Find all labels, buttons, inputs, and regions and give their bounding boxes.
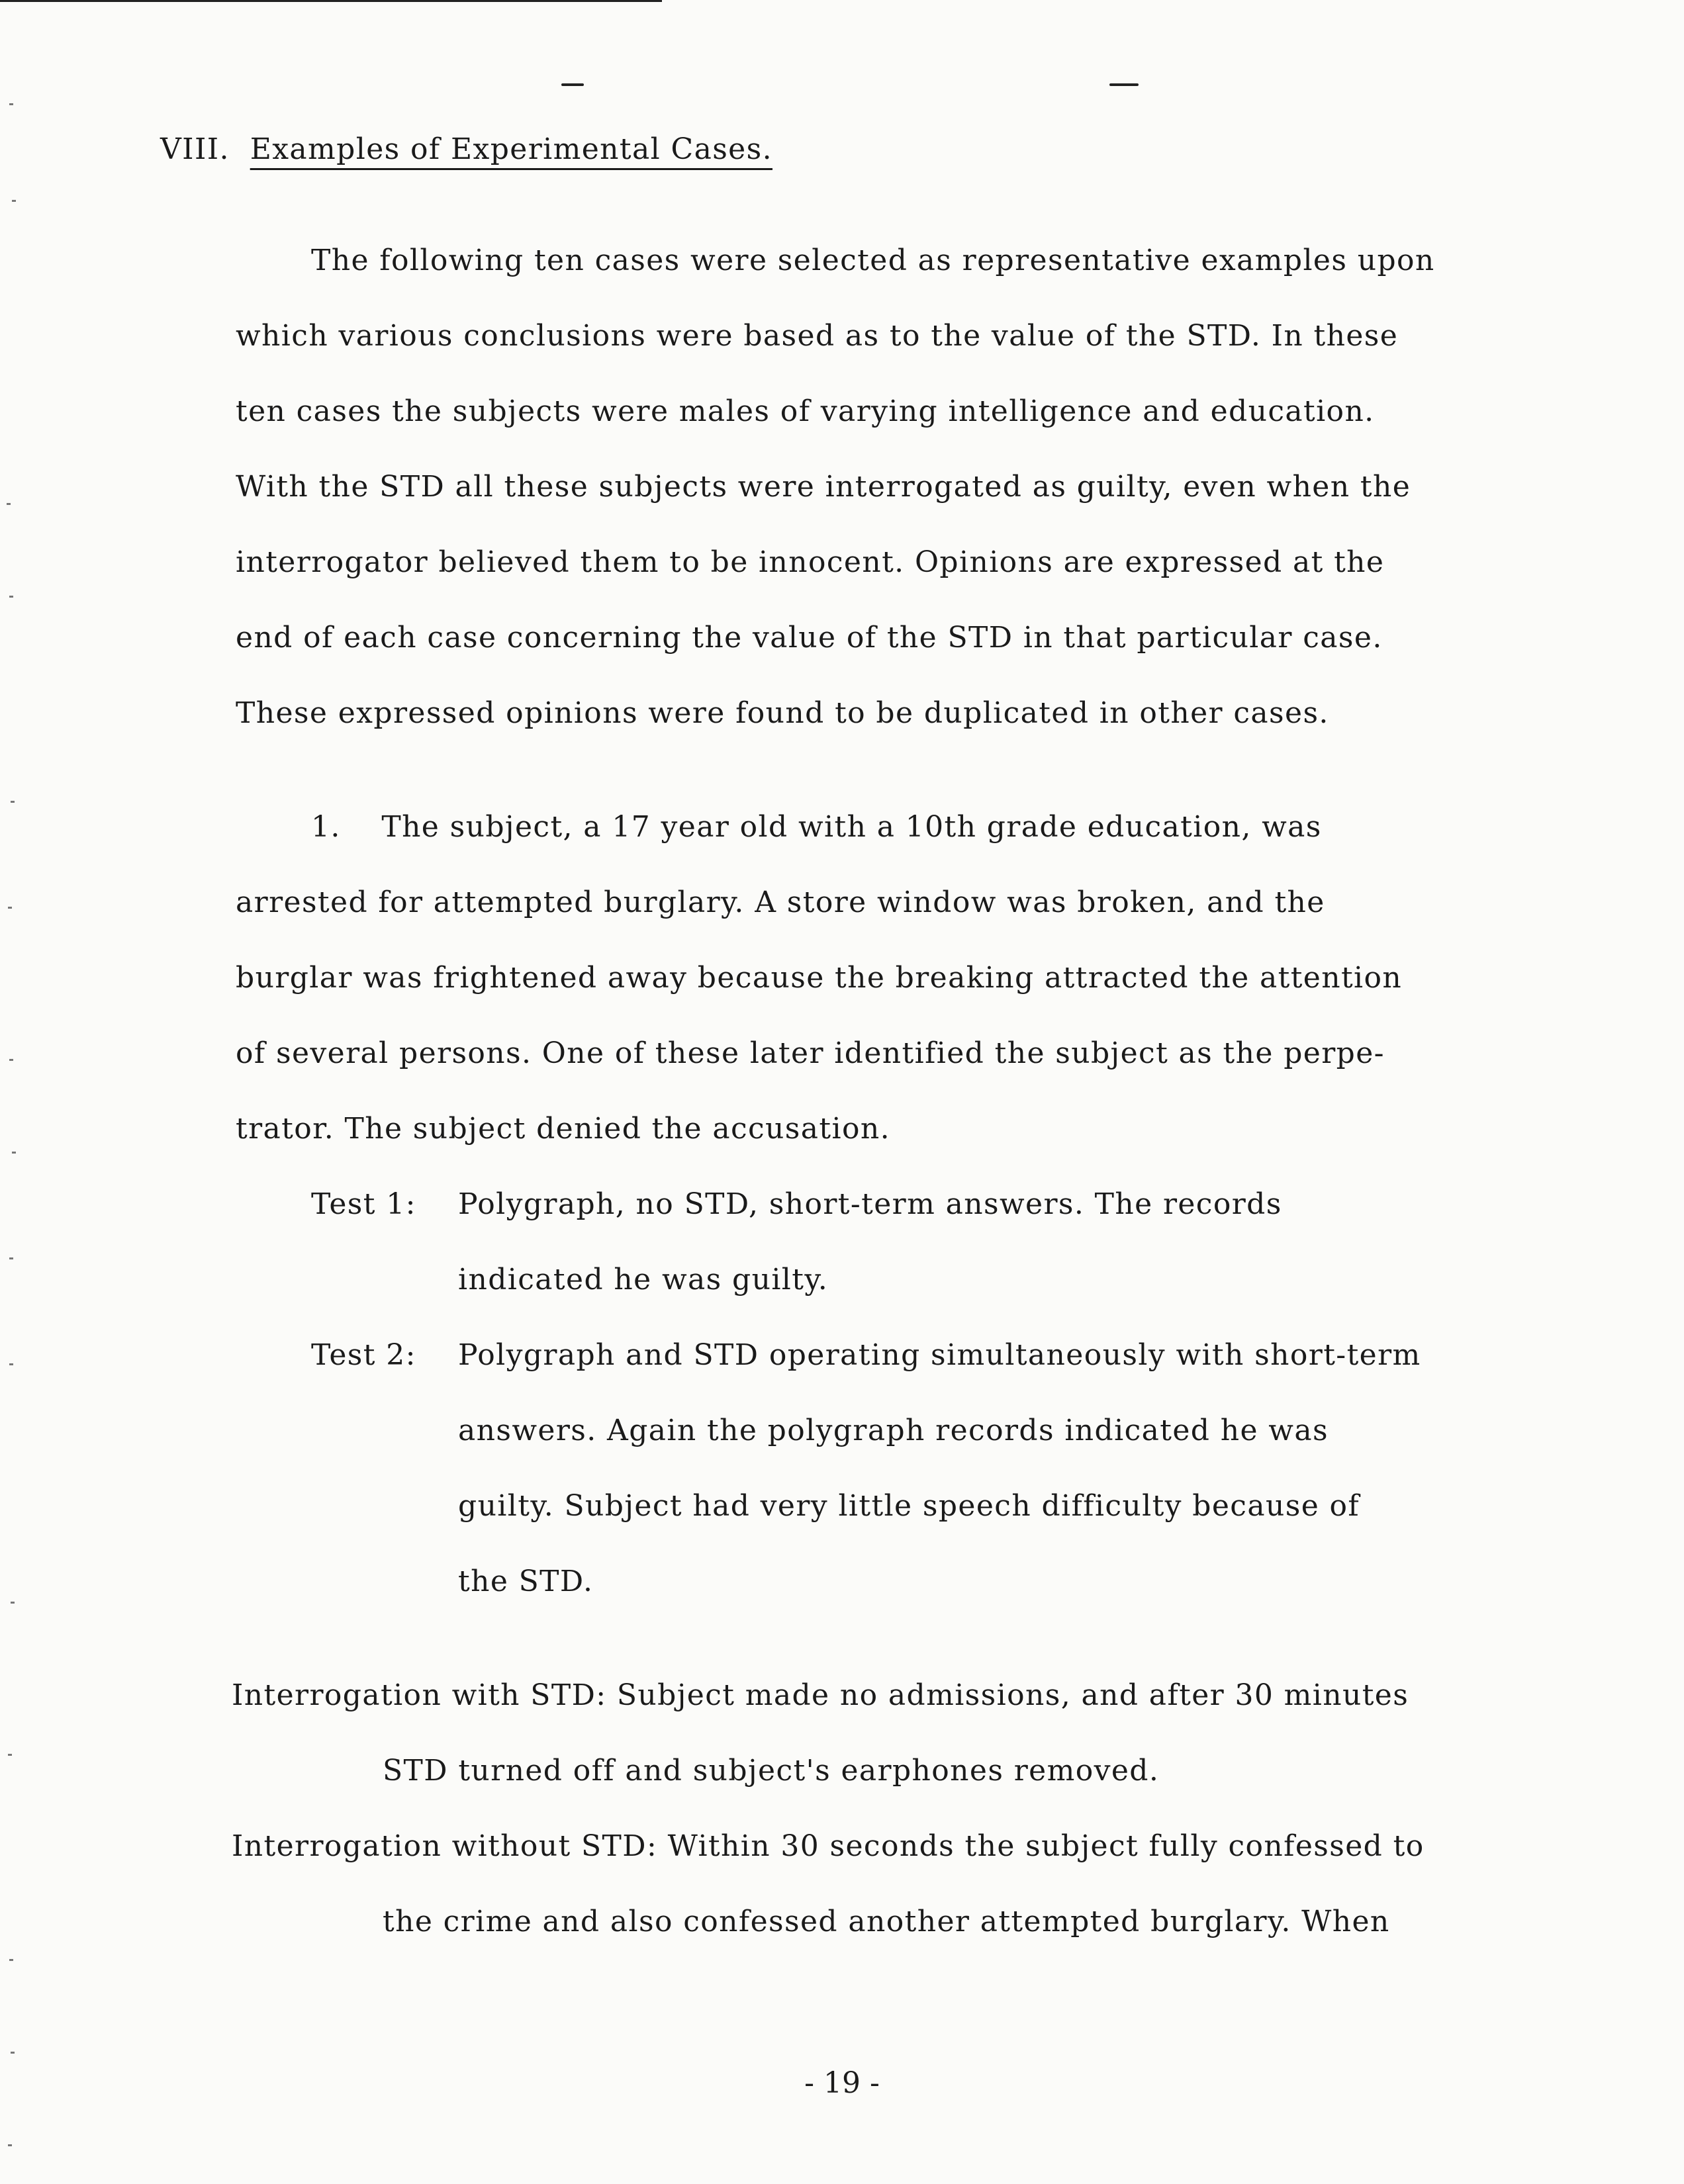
text-line: answers. Again the polygraph records indicated he was: [458, 1414, 1329, 1447]
text-line: the STD.: [458, 1565, 594, 1598]
header-tick-mark: [561, 83, 584, 86]
margin-marks: [0, 0, 40, 2184]
header-tick-mark: [1109, 83, 1139, 86]
top-rule: [0, 0, 662, 2]
text-line: The following ten cases were selected as representative examples upon: [311, 244, 1435, 277]
text-line: indicated he was guilty.: [458, 1263, 829, 1297]
text-line: STD turned off and subject's earphones removed.: [383, 1754, 1160, 1788]
text-line: Interrogation without STD: Within 30 seconds the subject fully confessed to: [232, 1829, 1425, 1863]
page-number: - 19 -: [804, 2066, 880, 2100]
text-line: interrogator believed them to be innocent. Opinions are expressed at the: [236, 545, 1385, 579]
text-line: which various conclusions were based as to the value of the STD. In these: [236, 319, 1399, 353]
text-line: ten cases the subjects were males of varying intelligence and education.: [236, 394, 1375, 428]
text-line: These expressed opinions were found to be duplicated in other cases.: [236, 696, 1329, 730]
section-title: Examples of Experimental Cases.: [250, 132, 772, 166]
section-heading: [160, 130, 772, 169]
test-label: Test 1:: [311, 1187, 416, 1221]
text-line: Polygraph, no STD, short-term answers. The records: [458, 1187, 1282, 1221]
text-line: With the STD all these subjects were interrogated as guilty, even when the: [236, 470, 1411, 504]
text-line: Interrogation with STD: Subject made no admissions, and after 30 minutes: [232, 1678, 1409, 1712]
text-line: guilty. Subject had very little speech difficulty because of: [458, 1489, 1360, 1523]
test-label: Test 2:: [311, 1338, 416, 1372]
text-line: end of each case concerning the value of the STD in that particular case.: [236, 621, 1383, 655]
text-line: the crime and also confessed another attempted burglary. When: [383, 1905, 1390, 1938]
text-line: trator. The subject denied the accusation.: [236, 1112, 890, 1146]
text-line: of several persons. One of these later identified the subject as the perpe-: [236, 1036, 1385, 1070]
text-line: Polygraph and STD operating simultaneously with short-term: [458, 1338, 1421, 1372]
text-line: arrested for attempted burglary. A store window was broken, and the: [236, 886, 1325, 919]
text-line: burglar was frightened away because the breaking attracted the attention: [236, 961, 1403, 995]
text-line: 1. The subject, a 17 year old with a 10th grade education, was: [311, 810, 1322, 844]
section-number: VIII.: [160, 132, 230, 166]
